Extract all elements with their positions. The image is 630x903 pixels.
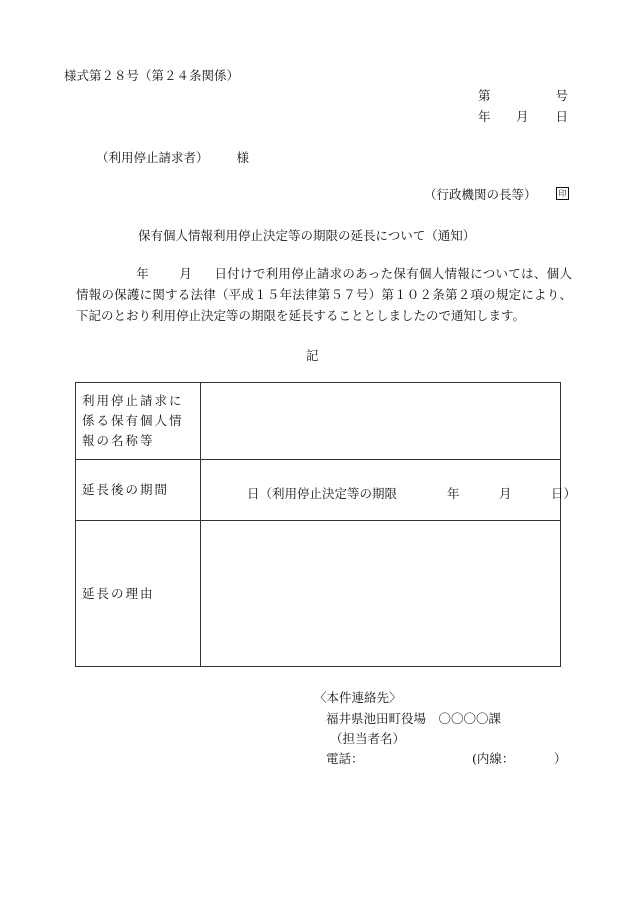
body-paragraph	[76, 263, 572, 326]
contact-heading: 〈本件連絡先〉	[314, 690, 402, 705]
phone-label: 電話：	[326, 751, 364, 766]
table-row	[76, 383, 561, 460]
contact-phone	[326, 749, 566, 767]
contact-office: 福井県池田町役場 〇〇〇〇課	[326, 711, 502, 726]
period-day-close: 日）	[551, 486, 577, 501]
extension-label: (内線：	[472, 751, 515, 766]
extension-table	[75, 382, 577, 667]
body-text: 日付けで利用停止請求のあった保有個人情報については、個人情報の保護に関する法律（平成１５年法律第５７号）第１０２条第２項の規定により、下記のとおり利用停止決定等の期限を延長することとしましたので通知します。	[76, 266, 572, 323]
sender-label: （行政機関の長等）	[424, 187, 537, 202]
row-value-reason	[201, 521, 561, 667]
period-year: 年	[447, 486, 460, 501]
row-label-info-name: 利用停止請求に係る保有個人情報の名称等	[76, 383, 201, 460]
row-value-info-name	[201, 383, 561, 460]
period-month: 月	[499, 486, 512, 501]
date-day: 日	[555, 109, 568, 124]
table-row	[76, 460, 561, 521]
contact-person: （担当者名）	[330, 731, 406, 746]
seal-mark: 印	[556, 187, 569, 200]
document-number-prefix: 第	[478, 88, 491, 103]
document-number-suffix: 号	[555, 88, 568, 103]
date-year: 年	[478, 109, 491, 124]
body-year: 年	[136, 266, 150, 281]
ki-heading: 記	[306, 348, 319, 363]
extension-close: ）	[554, 751, 567, 766]
recipient-honorific: 様	[236, 150, 250, 165]
recipient-line	[96, 148, 249, 166]
row-value-period	[201, 460, 577, 521]
table-row	[76, 521, 561, 667]
form-number: 様式第２８号（第２４条関係）	[64, 68, 240, 83]
row-label-period: 延長後の期間	[76, 460, 201, 521]
date-month: 月	[516, 109, 529, 124]
body-month: 月	[179, 266, 193, 281]
document-subject: 保有個人情報利用停止決定等の期限の延長について（通知）	[138, 228, 476, 243]
row-label-reason: 延長の理由	[76, 521, 201, 667]
recipient-label: （利用停止請求者）	[96, 150, 209, 165]
period-day: 日（利用停止決定等の期限	[247, 486, 398, 501]
